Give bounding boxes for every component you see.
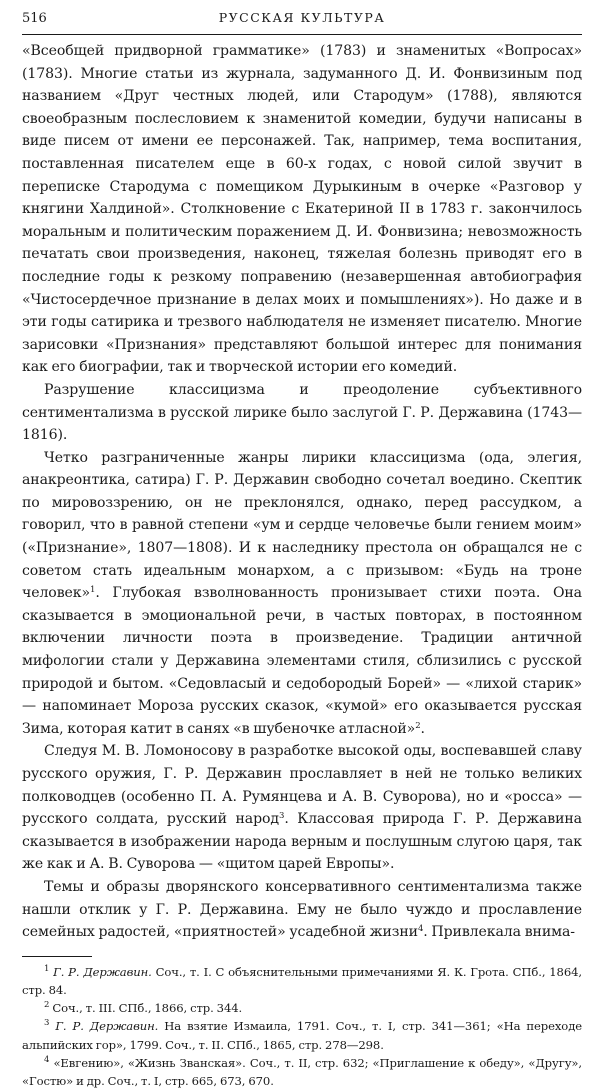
footnote bbox=[22, 1054, 582, 1090]
footnote-text: На взятие Измаила, 1791. Соч., т. I, стр. 341—361; «На переходе альпийских гор», 1799. Соч., т. II. СПб., 1865, стр. 278—298. bbox=[22, 1019, 582, 1052]
footnote-ref: 2 bbox=[415, 720, 421, 731]
footnote-ref: 4 bbox=[417, 924, 424, 935]
footnote-author: Г. Р. Державин. bbox=[55, 1019, 159, 1034]
footnote-divider bbox=[22, 956, 92, 957]
paragraph-text: . Классовая природа Г. Р. Державина сказывается в изображении народа верным и послушным слугою царя, так же как и А. В. Суворова — «щитом царей Европы». bbox=[22, 811, 582, 873]
footnote-text: Соч., т. III. СПб., 1866, стр. 344. bbox=[52, 1001, 243, 1016]
paragraph bbox=[22, 379, 582, 447]
footnote-author: Г. Р. Державин. bbox=[53, 964, 152, 979]
footnote-text: «Евгению», «Жизнь Званская». Соч., т. II, стр. 632; «Приглашение к обеду», «Другу», «Гостю» и др. Соч., т. I, стр. 665, 673, 670. bbox=[22, 1055, 582, 1088]
paragraph-text: . bbox=[420, 720, 425, 737]
paragraph-text: Разрушение классицизма и преодоление субъективного сентиментализма в русской лирике было заслугой Г. Р. Державина (1743—1816). bbox=[22, 381, 582, 444]
running-title: РУССКАЯ КУЛЬТУРА bbox=[218, 10, 386, 25]
body-text bbox=[22, 40, 582, 944]
page-number: 516 bbox=[22, 11, 47, 26]
footnote-marker: 3 bbox=[44, 1018, 50, 1029]
paragraph-text: «Всеобщей придворной грамматике» (1783) и знаменитых «Вопросах» (1783). Многие статьи из журнала, задуманного Д. И. Фонвизиным под названием «Друг честных людей, или Стародум» (1788), являются своеобразным послесловием к знаменитой комедии, будучи написаны в виде писем от имени ее персонажей. Так, например, тема воспитания, поставленная писателем еще в 60-х годах, с новой силой звучит в переписке Стародума с помещиком Дурыкиным в очерке «Разговор у княгини Халдиной». Столкновение с Екатериной II в 1783 г. закончилось моральным и политическим поражением Д. И. Фонвизина; невозможность печатать свои произведения, наконец, тяжелая болезнь приводят его в последние годы к резкому поправению (незавершенная автобиография «Чистосердечное признание в делах моих и помышлениях»). Но даже и в эти годы сатирика и трезвого наблюдателя не изменяет писателю. Многие зарисовки «Признания» представляют большой интерес для понимания как его биографии, так и творческой истории его комедий. bbox=[22, 43, 582, 376]
paragraph-text: . Привлекала внима- bbox=[423, 924, 575, 941]
paragraph bbox=[22, 40, 582, 379]
footnote-marker: 4 bbox=[44, 1054, 50, 1065]
paragraph-text: Темы и образы дворянского консервативного сентиментализма также нашли отклик у Г. Р. Державина. Ему не было чуждо и прославление семейных радостей, «приятностей» усадебной жизни bbox=[22, 878, 582, 941]
paragraph-text: . Глубокая взволнованность пронизывает стихи поэта. Она сказывается в эмоциональной речи, в частых повторах, в постоянном включении личности поэта в произведение. Традиции античной мифологии стали у Державина элементами стиля, сблизились с русской природой и бытом. «Седовласый и седобородый Борей» — «лихой старик» — напоминает Мороза русских сказок, «кумой» его оказывается русская Зима, которая катит в санях «в шубеночке атласной» bbox=[22, 585, 582, 737]
footnotes bbox=[22, 963, 582, 1090]
page-header bbox=[22, 10, 582, 35]
footnote-marker: 1 bbox=[44, 963, 50, 974]
footnote bbox=[22, 963, 582, 999]
footnote bbox=[22, 999, 582, 1017]
paragraph-text: Следуя М. В. Ломоносову в разработке высокой оды, воспевавшей славу русского оружия, Г. Р. Державин прославляет в ней не только великих полководцев (особенно П. А. Румянцева и А. В. Суворова), но и «росса» — русского солдата, русский народ bbox=[22, 743, 582, 828]
paragraph-text: Четко разграниченные жанры лирики классицизма (ода, элегия, анакреонтика, сатира) Г. Р. Державин свободно сочетал воедино. Скептик по мировоззрению, он не преклонялся, однако, перед рассудком, а говорил, что в равной степени «ум и сердце человечье были гением моим» («Признание», 1807—1808). И к наследнику престола он обращался не с советом стать идеальным монархом, а с призывом: «Будь на троне человек» bbox=[22, 449, 582, 602]
book-page bbox=[22, 10, 582, 1090]
footnote-text: Соч., т. I. С объяснительными примечаниями Я. К. Грота. СПб., 1864, стр. 84. bbox=[22, 964, 582, 997]
footnote-ref: 3 bbox=[279, 811, 285, 822]
footnote-marker: 2 bbox=[44, 1000, 50, 1011]
paragraph bbox=[22, 740, 582, 876]
paragraph bbox=[22, 876, 582, 944]
footnote bbox=[22, 1017, 582, 1053]
paragraph bbox=[22, 447, 582, 741]
footnote-ref: 1 bbox=[90, 585, 96, 596]
